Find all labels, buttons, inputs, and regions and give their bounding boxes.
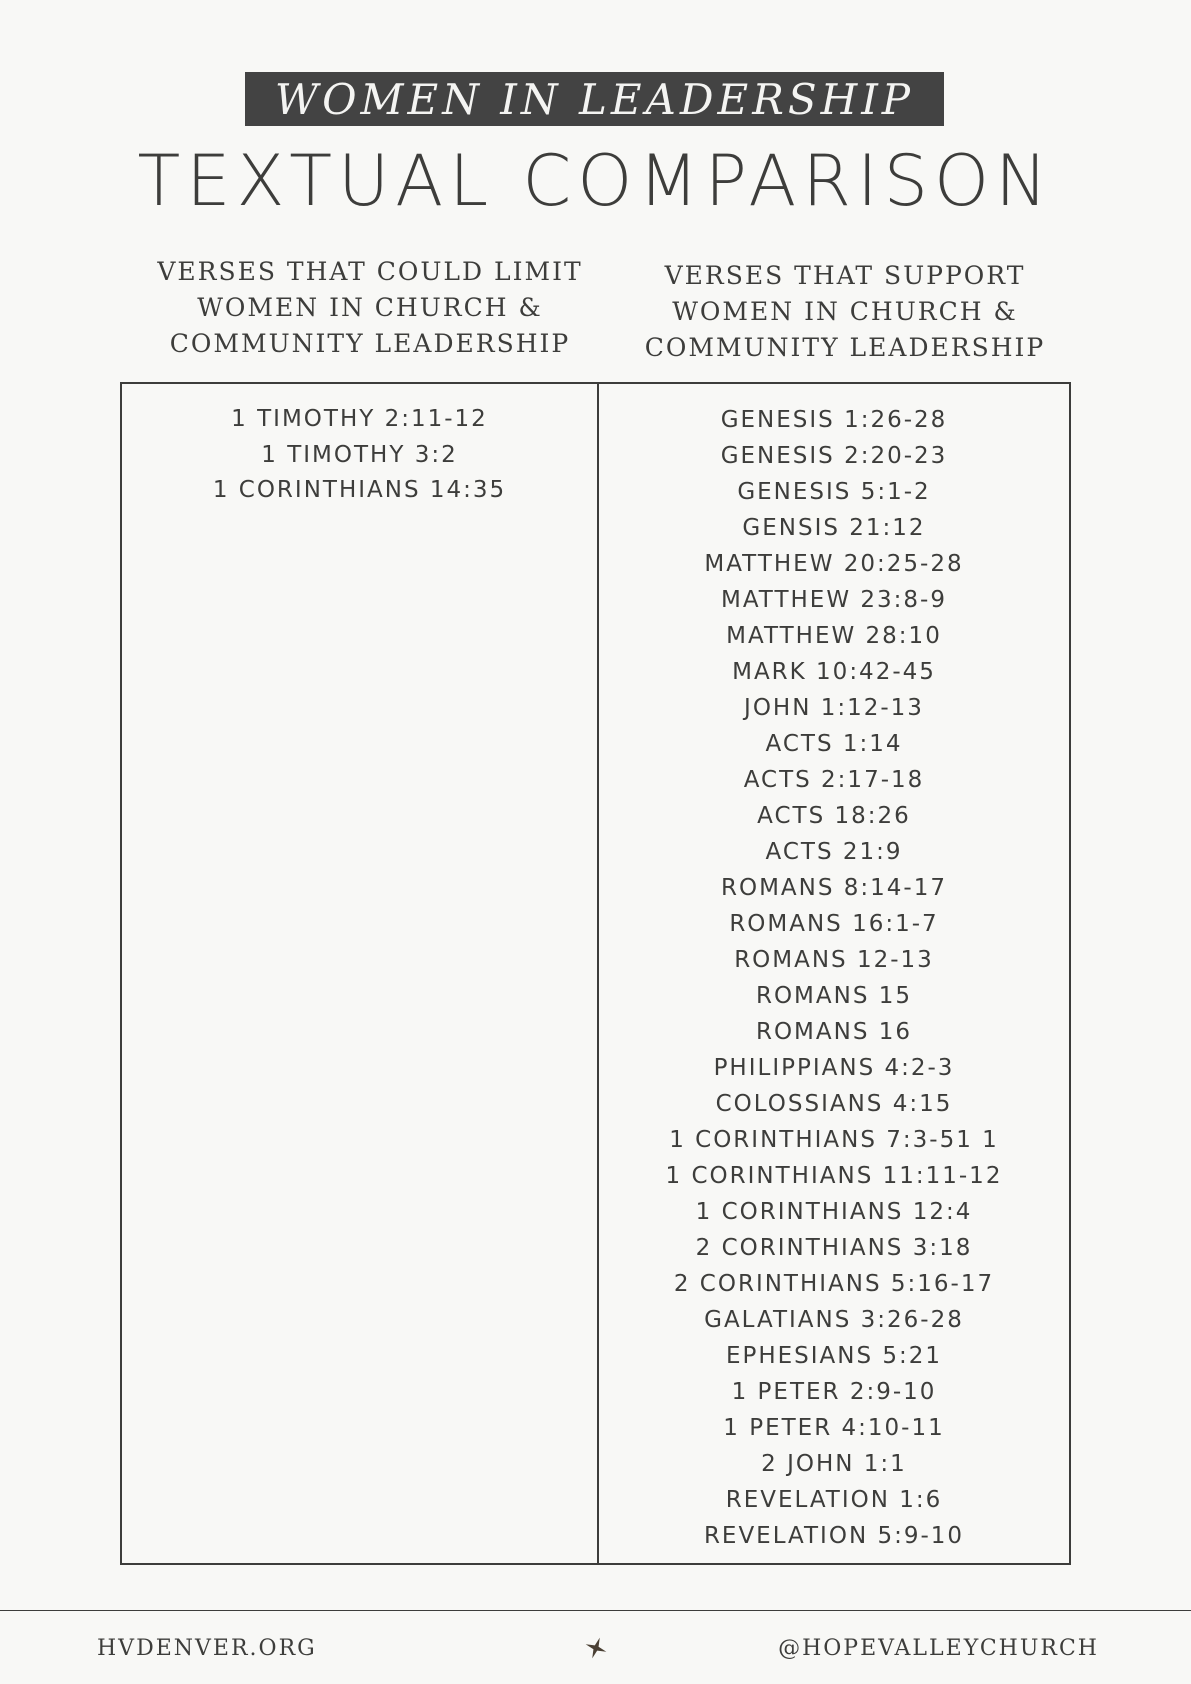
support-verses-list: [599, 402, 1069, 1554]
list-item: 1 CORINTHIANS 7:3-51 1: [669, 1127, 999, 1153]
comparison-table: [120, 382, 1071, 1565]
list-item: ROMANS 15: [755, 983, 913, 1009]
list-item: 1 PETER 2:9-10: [731, 1379, 937, 1405]
list-item: ROMANS 16: [755, 1019, 913, 1045]
list-item: REVELATION 5:9-10: [703, 1523, 965, 1549]
title-banner: [245, 72, 944, 126]
list-item: ACTS 2:17-18: [743, 767, 925, 793]
list-item: GENESIS 5:1-2: [737, 479, 931, 505]
list-item: GENESIS 2:20-23: [720, 443, 948, 469]
list-item: GENSIS 21:12: [742, 515, 926, 541]
limit-verses-list: [122, 402, 597, 509]
list-item: 1 CORINTHIANS 12:4: [695, 1199, 973, 1225]
list-item: EPHESIANS 5:21: [725, 1343, 943, 1369]
list-item: COLOSSIANS 4:15: [715, 1091, 953, 1117]
list-item: MATTHEW 28:10: [726, 623, 942, 649]
banner-text: WOMEN IN LEADERSHIP: [274, 74, 915, 124]
website-link[interactable]: HVDENVER.ORG: [97, 1636, 317, 1661]
support-column-heading: VERSES THAT SUPPORT WOMEN IN CHURCH & COMMUNITY LEADERSHIP: [644, 261, 1046, 362]
list-item: 1 CORINTHIANS 11:11-12: [665, 1163, 1003, 1189]
list-item: PHILIPPIANS 4:2-3: [713, 1055, 955, 1081]
list-item: 2 CORINTHIANS 5:16-17: [673, 1271, 995, 1297]
list-item: 1 TIMOTHY 2:11-12: [231, 406, 488, 432]
footer-divider: [0, 1610, 1191, 1611]
list-item: GENESIS 1:26-28: [720, 407, 948, 433]
list-item: MARK 10:42-45: [732, 659, 936, 685]
sparkle-icon: [582, 1634, 610, 1662]
list-item: 1 PETER 4:10-11: [723, 1415, 945, 1441]
list-item: 1 TIMOTHY 3:2: [261, 441, 458, 468]
list-item: 1 CORINTHIANS 14:35: [212, 477, 507, 503]
limit-column-heading: VERSES THAT COULD LIMIT WOMEN IN CHURCH & COMMUNITY LEADERSHIP: [157, 257, 583, 358]
list-item: ACTS 1:14: [765, 731, 903, 757]
page-title: TEXTUAL COMPARISON: [137, 140, 1054, 222]
list-item: JOHN 1:12-13: [744, 695, 924, 721]
list-item: 2 CORINTHIANS 3:18: [695, 1235, 973, 1261]
list-item: ACTS 18:26: [757, 803, 911, 829]
list-item: ACTS 21:9: [765, 839, 903, 865]
list-item: ROMANS 12-13: [734, 947, 934, 973]
list-item: REVELATION 1:6: [725, 1487, 943, 1513]
list-item: MATTHEW 23:8-9: [721, 587, 947, 613]
social-handle-link[interactable]: @HOPEVALLEYCHURCH: [778, 1636, 1099, 1661]
list-item: MATTHEW 20:25-28: [704, 551, 964, 577]
list-item: ROMANS 8:14-17: [721, 875, 947, 901]
list-item: 2 JOHN 1:1: [761, 1451, 907, 1477]
list-item: ROMANS 16:1-7: [729, 911, 939, 937]
list-item: GALATIANS 3:26-28: [704, 1307, 964, 1333]
